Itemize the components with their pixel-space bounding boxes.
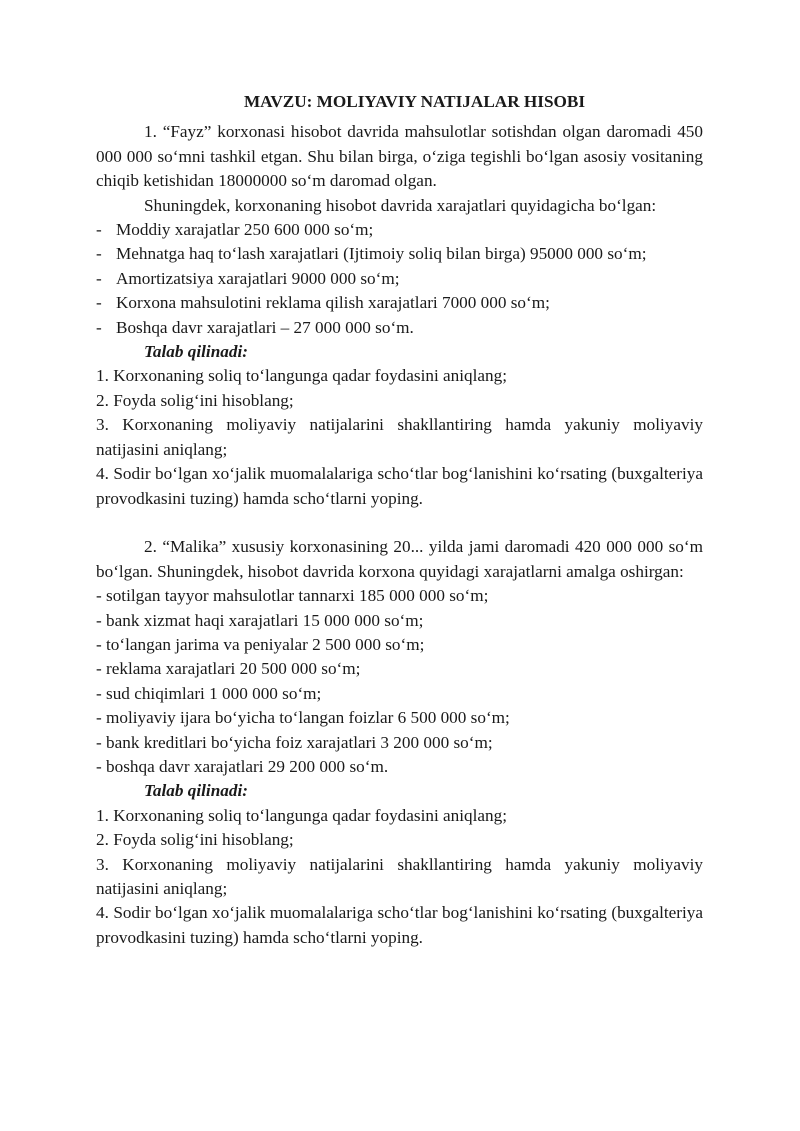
expense-item: - Korxona mahsulotini reklama qilish xarajatlari 7000 000 so‘m; (96, 293, 550, 313)
expense-item: - Mehnatga haq to‘lash xarajatlari (Ijtimoiy soliq bilan birga) 95000 000 so‘m; (96, 244, 647, 264)
task-2-requirements (96, 804, 703, 950)
task-2-required-heading: Talab qilinadi: (144, 781, 248, 801)
expense-item: - Moddiy xarajatlar 250 600 000 so‘m; (96, 220, 374, 240)
requirement-item: 1. Korxonaning soliq to‘langunga qadar foydasini aniqlang; (96, 366, 507, 386)
expense-item: - bank kreditlari bo‘yicha foiz xarajatlari 3 200 000 so‘m; (96, 732, 493, 752)
task-1 (96, 120, 703, 511)
task-1-requirements (96, 364, 703, 510)
task-1-expenses-intro: Shuningdek, korxonaning hisobot davrida xarajatlari quyidagicha bo‘lgan: (144, 195, 657, 215)
requirement-item: 2. Foyda solig‘ini hisoblang; (96, 830, 294, 850)
expense-item: - to‘langan jarima va peniyalar 2 500 000 so‘m; (96, 634, 425, 654)
expense-item: - boshqa davr xarajatlari 29 200 000 so‘m. (96, 756, 389, 776)
expense-item: - moliyaviy ijara bo‘yicha to‘langan foizlar 6 500 000 so‘m; (96, 708, 510, 728)
requirement-item: 2. Foyda solig‘ini hisoblang; (96, 390, 294, 410)
expense-item: - Boshqa davr xarajatlari – 27 000 000 so‘m. (96, 317, 414, 337)
requirement-item: 4. Sodir bo‘lgan xo‘jalik muomalalariga scho‘tlar bog‘lanishini ko‘rsating (buxgalteriya provodkasini tuzing) hamda scho‘tlarni yoping. (96, 464, 703, 508)
requirement-item: 4. Sodir bo‘lgan xo‘jalik muomalalariga scho‘tlar bog‘lanishini ko‘rsating (buxgalteriya provodkasini tuzing) hamda scho‘tlarni yoping. (96, 903, 703, 947)
section-spacer (96, 511, 703, 535)
requirement-item: 1. Korxonaning soliq to‘langunga qadar foydasini aniqlang; (96, 805, 507, 825)
document-title: MAVZU: MOLIYAVIY NATIJALAR HISOBI (243, 92, 586, 111)
requirement-item: 3. Korxonaning moliyaviy natijalarini shakllantiring hamda yakuniy moliyaviy natijasini aniqlang; (96, 854, 703, 898)
task-1-intro: 1. “Fayz” korxonasi hisobot davrida mahsulotlar sotishdan olgan daromadi 450 000 000 so‘mni tashkil etgan. Shu bilan birga, o‘ziga tegishli bo‘lgan asosiy vositaning chiqib ketishidan 18000000 so‘m daromad olgan. (96, 122, 703, 191)
expense-item: - Amortizatsiya xarajatlari 9000 000 so‘m; (96, 268, 400, 288)
document-page (96, 90, 703, 950)
expense-item: - sud chiqimlari 1 000 000 so‘m; (96, 683, 322, 703)
requirement-item: 3. Korxonaning moliyaviy natijalarini shakllantiring hamda yakuniy moliyaviy natijasini aniqlang; (96, 415, 703, 459)
task-1-required-heading: Talab qilinadi: (144, 342, 248, 362)
expense-item: - sotilgan tayyor mahsulotlar tannarxi 185 000 000 so‘m; (96, 586, 489, 606)
task-2-expense-list (96, 584, 703, 779)
task-2 (96, 535, 703, 950)
expense-item: - bank xizmat haqi xarajatlari 15 000 000 so‘m; (96, 610, 424, 630)
expense-item: - reklama xarajatlari 20 500 000 so‘m; (96, 659, 361, 679)
task-1-expense-list (96, 218, 703, 340)
task-2-intro: 2. “Malika” xususiy korxonasining 20... yilda jami daromadi 420 000 000 so‘m bo‘lgan. Shuningdek, hisobot davrida korxona quyidagi xarajatlarni amalga oshirgan: (96, 537, 703, 581)
